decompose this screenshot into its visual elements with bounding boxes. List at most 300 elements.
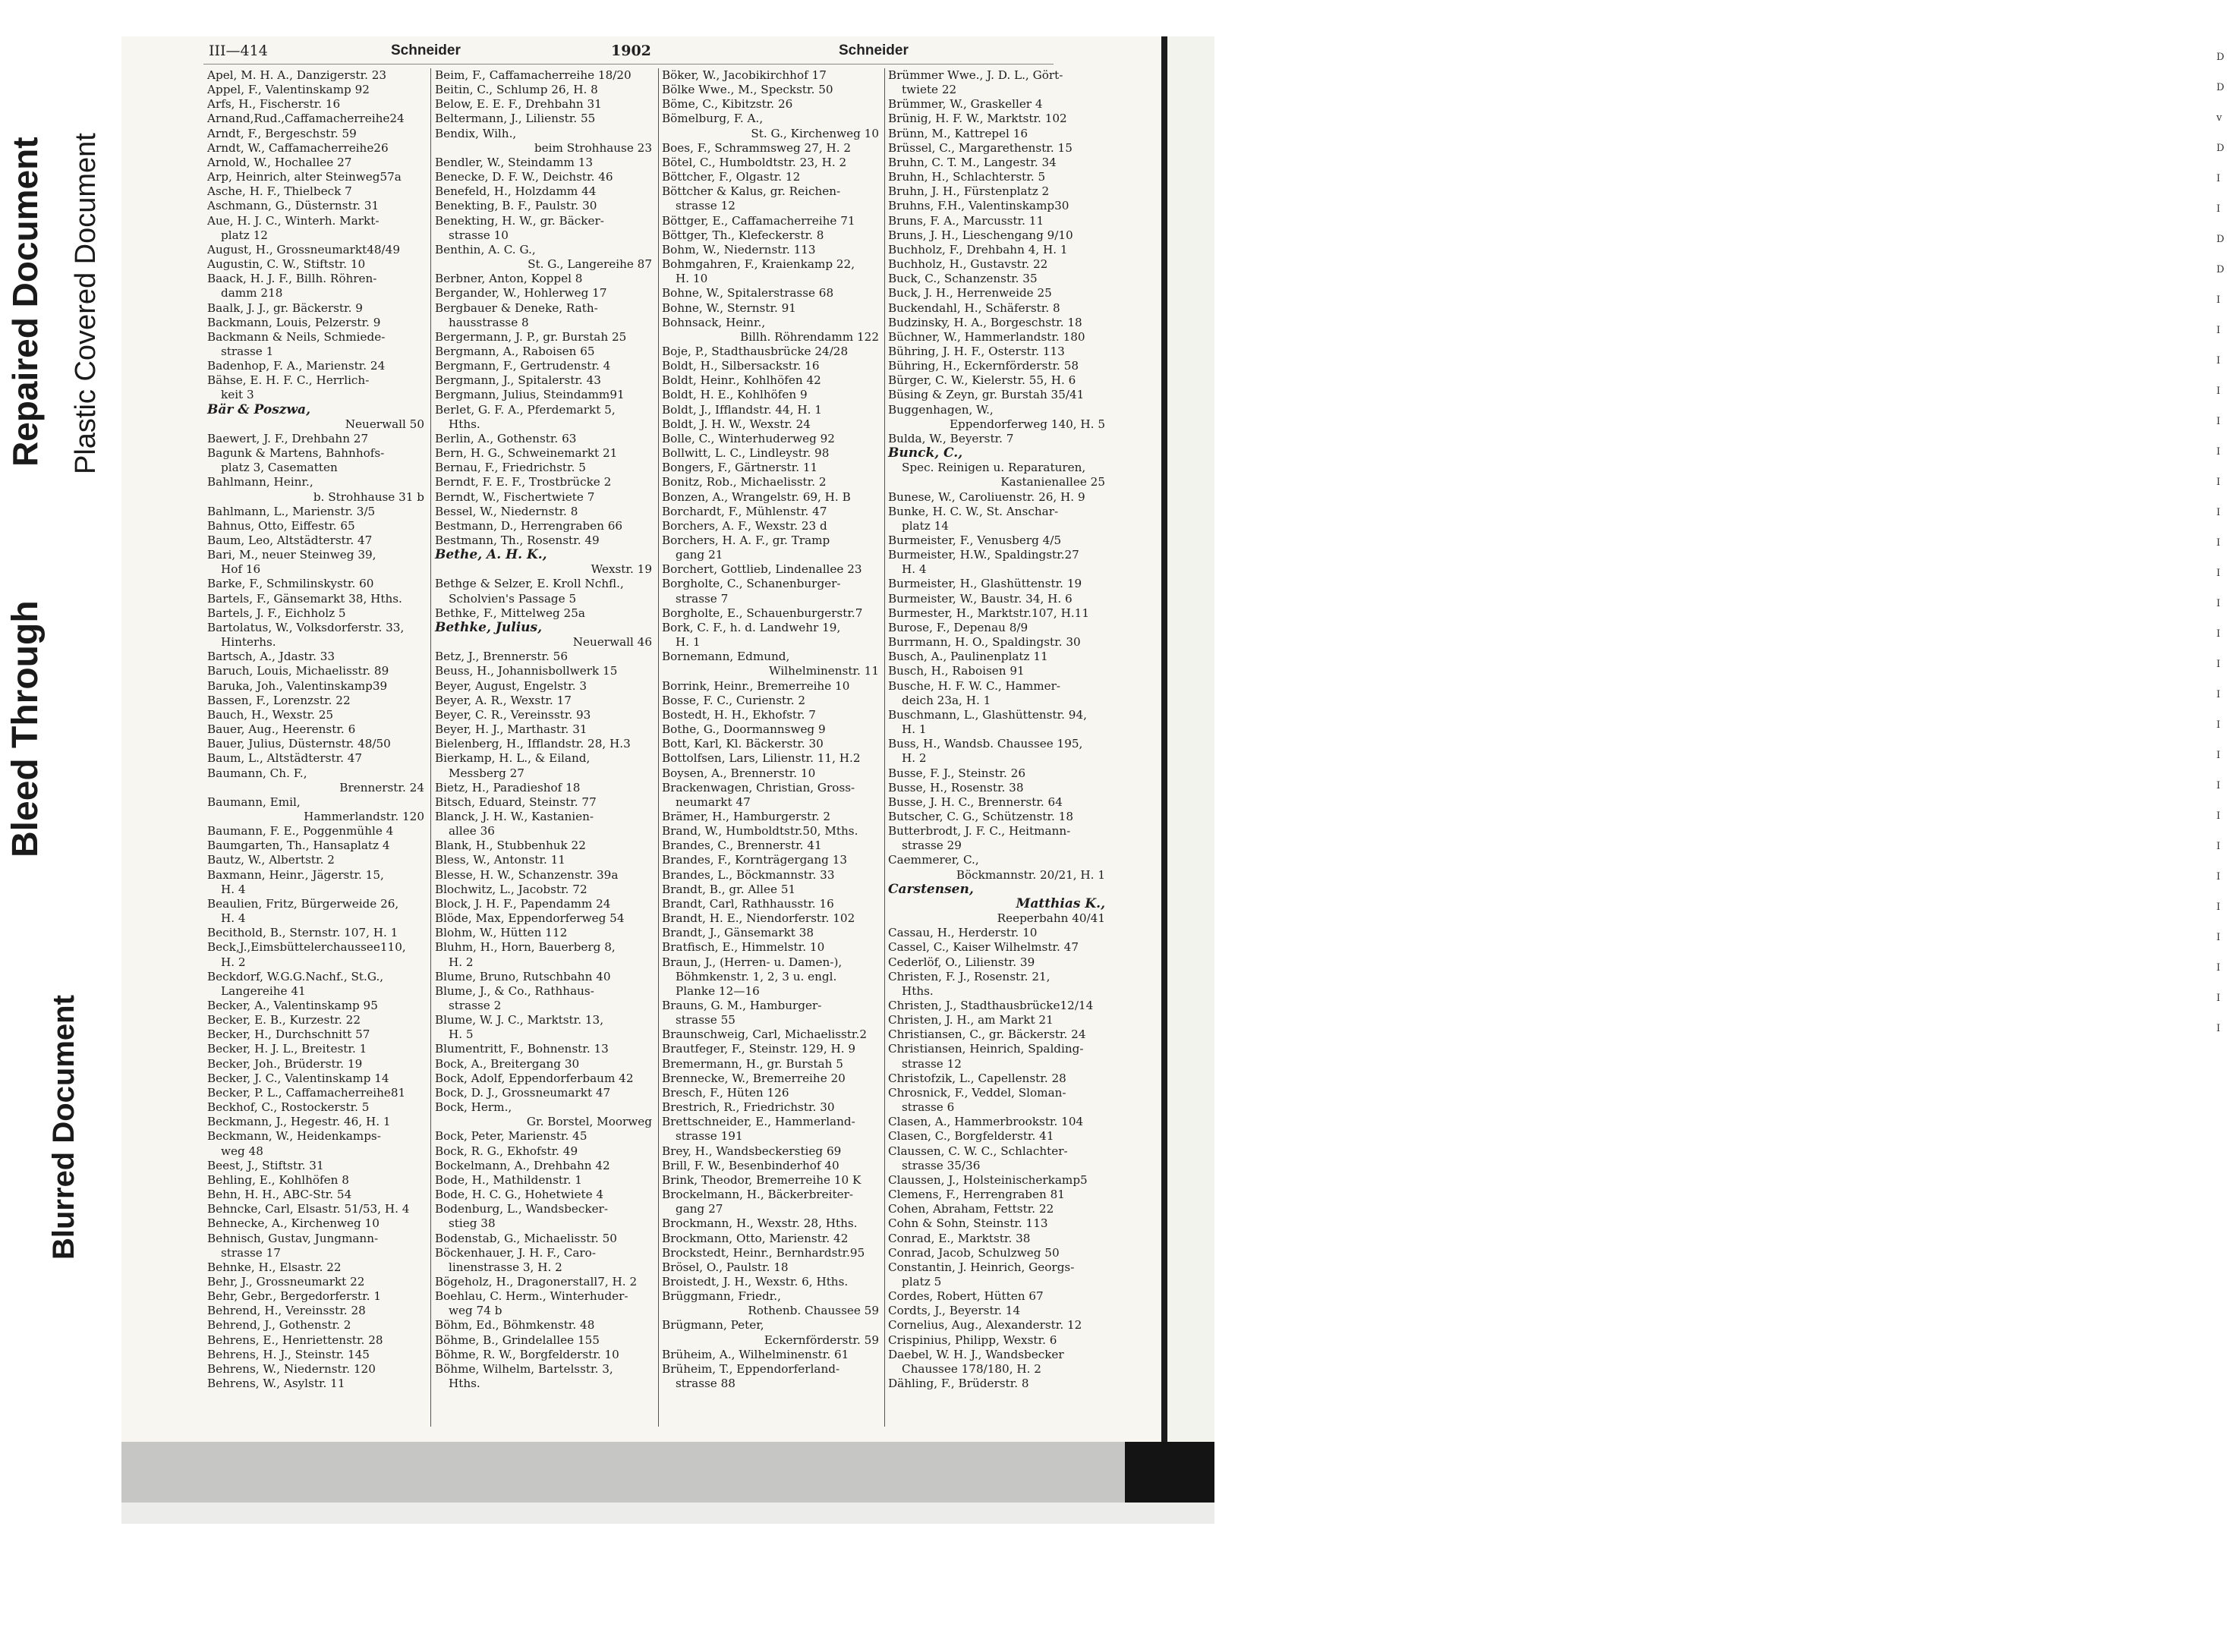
entry-line: strasse 12 xyxy=(676,199,736,213)
entry-line: Beltermann, J., Lilienstr. 55 xyxy=(435,112,596,126)
entry-line: Christen, J. H., am Markt 21 xyxy=(888,1013,1054,1027)
entry-line: Appel, F., Valentinskamp 92 xyxy=(207,83,370,97)
entry-line: Eppendorferweg 140, H. 5 xyxy=(949,417,1105,431)
edge-letter: I xyxy=(2216,750,2221,761)
header-right-name: Schneider xyxy=(839,42,909,58)
entry-line: Brämer, H., Hamburgerstr. 2 xyxy=(662,809,831,823)
entry-line: Bär & Poszwa, xyxy=(207,401,310,417)
entry-line: Bohne, W., Sternstr. 91 xyxy=(662,301,796,315)
entry-line: Bömelburg, F. A., xyxy=(662,112,764,126)
entry-line: strasse 35/36 xyxy=(902,1158,981,1172)
entry-line: Christiansen, Heinrich, Spalding- xyxy=(888,1042,1084,1056)
entry-line: Buggenhagen, W., xyxy=(888,402,994,417)
entry-line: St. G., Kirchenweg 10 xyxy=(751,126,879,140)
entry-line: Bott, Karl, Kl. Bäckerstr. 30 xyxy=(662,737,824,751)
header-year: 1902 xyxy=(611,42,651,59)
entry-line: Brink, Theodor, Bremerreihe 10 K xyxy=(662,1172,862,1187)
entry-line: Bergermann, J. P., gr. Burstah 25 xyxy=(435,329,627,344)
entry-line: August, H., Grossneumarkt48/49 xyxy=(207,242,400,256)
entry-line: Bock, Adolf, Eppendorferbaum 42 xyxy=(435,1071,634,1085)
entry-line: Beyer, C. R., Vereinsstr. 93 xyxy=(435,707,591,722)
entry-line: Bode, H., Mathildenstr. 1 xyxy=(435,1172,582,1187)
entry-line: Behnecke, A., Kirchenweg 10 xyxy=(207,1216,380,1231)
entry-line: Benefeld, H., Holzdamm 44 xyxy=(435,184,597,199)
label-blurred-document: Blurred Document xyxy=(47,995,80,1260)
entry-line: Clasen, C., Borgfelderstr. 41 xyxy=(888,1129,1054,1144)
entry-line: Chaussee 178/180, H. 2 xyxy=(902,1361,1041,1376)
entry-line: Böhmkenstr. 1, 2, 3 u. engl. xyxy=(676,969,837,983)
entry-line: Bohm, W., Niedernstr. 113 xyxy=(662,242,816,256)
entry-line: Below, E. E. F., Drehbahn 31 xyxy=(435,97,602,112)
entry-line: Cordes, Robert, Hütten 67 xyxy=(888,1289,1044,1304)
entry-line: Hths. xyxy=(902,983,934,998)
entry-line: Brand, W., Humboldtstr.50, Mths. xyxy=(662,824,858,839)
entry-line: Baruch, Louis, Michaelisstr. 89 xyxy=(207,664,389,678)
entry-line: Böhme, Wilhelm, Bartelsstr. 3, xyxy=(435,1361,613,1376)
header-rule xyxy=(203,64,1054,65)
entry-line: Backmann & Neils, Schmiede- xyxy=(207,329,386,344)
entry-line: Aschmann, G., Düsternstr. 31 xyxy=(207,199,380,213)
entry-line: Brockmann, Otto, Marienstr. 42 xyxy=(662,1231,849,1245)
entry-line: Bork, C. F., h. d. Landwehr 19, xyxy=(662,620,841,634)
entry-line: allee 36 xyxy=(449,824,495,839)
entry-line: gang 21 xyxy=(676,548,723,562)
entry-line: Bottolfsen, Lars, Lilienstr. 11, H.2 xyxy=(662,751,861,766)
edge-letter: v xyxy=(2216,112,2222,124)
entry-line: Bühring, H., Eckernförderstr. 58 xyxy=(888,359,1079,373)
entry-line: Buchholz, F., Drehbahn 4, H. 1 xyxy=(888,242,1068,256)
entry-line: Bauer, Aug., Heerenstr. 6 xyxy=(207,722,356,737)
entry-line: H. 2 xyxy=(221,955,246,969)
edge-letter: I xyxy=(2216,962,2221,974)
entry-line: Behling, E., Kohlhöfen 8 xyxy=(207,1172,349,1187)
edge-letter: I xyxy=(2216,659,2221,670)
edge-letter: I xyxy=(2216,507,2221,518)
entry-line: Boldt, Heinr., Kohlhöfen 42 xyxy=(662,373,821,388)
entry-line: Bolle, C., Winterhuderweg 92 xyxy=(662,431,835,445)
entry-line: Bagunk & Martens, Bahnhofs- xyxy=(207,446,385,461)
entry-line: gang 27 xyxy=(676,1202,723,1216)
entry-line: Bless, W., Antonstr. 11 xyxy=(435,853,565,867)
entry-line: Behr, Gebr., Bergedorferstr. 1 xyxy=(207,1289,382,1304)
entry-line: strasse 10 xyxy=(449,228,509,242)
entry-line: b. Strohhause 31 b xyxy=(313,489,424,504)
entry-line: Behrend, J., Gothenstr. 2 xyxy=(207,1318,351,1333)
entry-line: Boysen, A., Brennerstr. 10 xyxy=(662,766,816,780)
edge-letter: I xyxy=(2216,294,2221,306)
entry-line: Boldt, J. H. W., Wexstr. 24 xyxy=(662,417,811,431)
entry-line: Böttcher, F., Olgastr. 12 xyxy=(662,170,801,184)
entry-line: H. 5 xyxy=(449,1027,474,1042)
entry-line: Butterbrodt, J. F. C., Heitmann- xyxy=(888,824,1071,839)
entry-line: Bruns, F. A., Marcusstr. 11 xyxy=(888,213,1044,228)
entry-line: Bassen, F., Lorenzstr. 22 xyxy=(207,693,351,707)
entry-line: Berndt, F. E. F., Trostbrücke 2 xyxy=(435,475,612,489)
entry-line: Baalk, J. J., gr. Bäckerstr. 9 xyxy=(207,301,363,315)
entry-line: Christen, J., Stadthausbrücke12/14 xyxy=(888,999,1094,1012)
entry-line: Arnand,Rud.,Caffamacherreihe24 xyxy=(207,112,405,126)
edge-letter: I xyxy=(2216,537,2221,549)
entry-line: Behn, H. H., ABC-Str. 54 xyxy=(207,1188,352,1202)
entry-line: Bluhm, H., Horn, Bauerberg 8, xyxy=(435,940,616,955)
edge-letter: D xyxy=(2216,143,2225,154)
entry-line: Bergbauer & Deneke, Rath- xyxy=(435,301,598,315)
entry-line: weg 48 xyxy=(221,1144,263,1158)
scanned-page xyxy=(121,36,2225,1524)
entry-line: Hths. xyxy=(449,1377,480,1391)
entry-line: Boldt, J., Ifflandstr. 44, H. 1 xyxy=(662,402,822,417)
edge-letter: D xyxy=(2216,264,2225,275)
entry-line: Bierkamp, H. L., & Eiland, xyxy=(435,751,591,766)
entry-line: Beyer, August, Engelstr. 3 xyxy=(435,678,587,693)
entry-line: Brennecke, W., Bremerreihe 20 xyxy=(662,1071,846,1085)
entry-line: H. 4 xyxy=(221,882,246,896)
entry-line: stieg 38 xyxy=(449,1216,496,1231)
entry-line: Betz, J., Brennerstr. 56 xyxy=(435,650,568,664)
entry-line: Brettschneider, E., Hammerland- xyxy=(662,1115,855,1129)
entry-line: H. 4 xyxy=(221,911,246,926)
entry-line: Baruka, Joh., Valentinskamp39 xyxy=(207,678,388,693)
entry-line: Hof 16 xyxy=(221,562,261,577)
entry-line: St. G., Langereihe 87 xyxy=(528,257,652,272)
entry-line: Boje, P., Stadthausbrücke 24/28 xyxy=(662,344,849,358)
entry-line: Hammerlandstr. 120 xyxy=(304,809,424,823)
entry-line: weg 74 b xyxy=(449,1304,502,1318)
entry-line: H. 10 xyxy=(676,272,708,286)
entry-line: Bruns, J. H., Lieschengang 9/10 xyxy=(888,228,1073,242)
entry-line: Boes, F., Schrammsweg 27, H. 2 xyxy=(662,140,852,155)
entry-line: Becker, H. J. L., Breitestr. 1 xyxy=(207,1042,367,1056)
entry-line: Crispinius, Philipp, Wexstr. 6 xyxy=(888,1333,1057,1347)
entry-line: Brandt, B., gr. Allee 51 xyxy=(662,882,796,896)
entry-line: Brümmer Wwe., J. D. L., Gört- xyxy=(888,68,1063,82)
entry-line: Baumann, Ch. F., xyxy=(207,766,307,780)
entry-line: Brennerstr. 24 xyxy=(339,780,424,795)
entry-line: Christen, F. J., Rosenstr. 21, xyxy=(888,969,1051,983)
entry-line: twiete 22 xyxy=(902,83,957,97)
entry-line: Bode, H. C. G., Hohetwiete 4 xyxy=(435,1188,604,1202)
entry-line: Bahlmann, L., Marienstr. 3/5 xyxy=(207,504,376,518)
entry-line: Bahnus, Otto, Eiffestr. 65 xyxy=(207,518,355,533)
entry-line: Büchner, W., Hammerlandstr. 180 xyxy=(888,329,1085,344)
entry-line: Beaulien, Fritz, Bürgerweide 26, xyxy=(207,896,399,911)
entry-line: Claussen, C. W. C., Schlachter- xyxy=(888,1144,1068,1158)
entry-line: Arndt, W., Caffamacherreihe26 xyxy=(207,140,389,155)
entry-line: Bielenberg, H., Ifflandstr. 28, H.3 xyxy=(435,737,631,751)
entry-line: Bartels, F., Gänsemarkt 38, Hths. xyxy=(207,591,402,606)
entry-line: Brackenwagen, Christian, Gross- xyxy=(662,780,855,795)
entry-line: strasse 12 xyxy=(902,1056,962,1071)
entry-line: damm 218 xyxy=(221,286,283,301)
entry-line: Blume, J., & Co., Rathhaus- xyxy=(435,983,594,998)
entry-line: Bethke, F., Mittelweg 25a xyxy=(435,606,585,620)
entry-line: Burose, F., Depenau 8/9 xyxy=(888,620,1028,634)
entry-line: Behnisch, Gustav, Jungmann- xyxy=(207,1231,379,1245)
entry-line: Bremermann, H., gr. Burstah 5 xyxy=(662,1056,843,1071)
edge-letter: I xyxy=(2216,203,2221,215)
entry-line: Planke 12—16 xyxy=(676,983,760,998)
entry-line: Bodenstab, G., Michaelisstr. 50 xyxy=(435,1231,617,1245)
entry-line: Bongers, F., Gärtnerstr. 11 xyxy=(662,461,818,475)
entry-line: Bietz, H., Paradieshof 18 xyxy=(435,780,581,795)
entry-line: Brey, H., Wandsbeckerstieg 69 xyxy=(662,1144,842,1158)
edge-letter: I xyxy=(2216,568,2221,579)
entry-line: Bollwitt, L. C., Lindleystr. 98 xyxy=(662,446,830,461)
entry-line: Brünig, H. F. W., Marktstr. 102 xyxy=(888,112,1067,126)
directory-column-3 xyxy=(662,68,882,1391)
entry-line: Bauer, Julius, Düsternstr. 48/50 xyxy=(207,737,391,751)
entry-line: Borchardt, F., Mühlenstr. 47 xyxy=(662,504,827,518)
entry-line: Brandt, H. E., Niendorferstr. 102 xyxy=(662,911,855,926)
entry-line: Bergander, W., Hohlerweg 17 xyxy=(435,286,607,301)
entry-line: Bruhn, C. T. M., Langestr. 34 xyxy=(888,155,1057,169)
entry-line: platz 14 xyxy=(902,518,949,533)
entry-line: Cohn & Sohn, Steinstr. 113 xyxy=(888,1216,1048,1231)
entry-line: Böhme, R. W., Borgfelderstr. 10 xyxy=(435,1347,619,1361)
entry-line: Cassel, C., Kaiser Wilhelmstr. 47 xyxy=(888,940,1079,955)
entry-line: Behrens, E., Henriettenstr. 28 xyxy=(207,1333,383,1347)
entry-line: Brockstedt, Heinr., Bernhardstr.95 xyxy=(662,1245,865,1260)
entry-line: Blohm, W., Hütten 112 xyxy=(435,926,568,940)
entry-line: Block, J. H. F., Papendamm 24 xyxy=(435,896,611,911)
entry-line: Kastanienallee 25 xyxy=(1000,475,1105,489)
entry-line: Becker, A., Valentinskamp 95 xyxy=(207,999,378,1012)
entry-line: Broistedt, J. H., Wexstr. 6, Hths. xyxy=(662,1274,849,1289)
entry-line: Beyer, H. J., Marthastr. 31 xyxy=(435,722,587,737)
entry-line: Bohne, W., Spitalerstrasse 68 xyxy=(662,286,834,301)
entry-line: Buchholz, H., Gustavstr. 22 xyxy=(888,257,1048,272)
entry-line: Bethke, Julius, xyxy=(435,619,542,635)
entry-line: Bock, Peter, Marienstr. 45 xyxy=(435,1129,587,1144)
entry-line: Busse, H., Rosenstr. 38 xyxy=(888,780,1024,795)
entry-line: Bethe, A. H. K., xyxy=(435,547,547,563)
entry-line: Berlin, A., Gothenstr. 63 xyxy=(435,431,577,445)
entry-line: Brandes, C., Brennerstr. 41 xyxy=(662,839,822,853)
edge-letter: D xyxy=(2216,234,2225,245)
entry-line: Bestmann, Th., Rosenstr. 49 xyxy=(435,533,600,547)
entry-line: Baumann, Emil, xyxy=(207,795,301,809)
edge-letter: I xyxy=(2216,780,2221,791)
entry-line: Buckendahl, H., Schäferstr. 8 xyxy=(888,301,1060,315)
entry-line: H. 2 xyxy=(902,751,927,766)
entry-line: Busse, J. H. C., Brennerstr. 64 xyxy=(888,795,1063,809)
entry-line: Bölke Wwe., M., Speckstr. 50 xyxy=(662,83,833,97)
annotation-labels xyxy=(0,0,121,1518)
entry-line: Bock, R. G., Ekhofstr. 49 xyxy=(435,1144,578,1158)
entry-line: Bergmann, J., Spitalerstr. 43 xyxy=(435,373,601,388)
entry-line: strasse 88 xyxy=(676,1377,736,1391)
edge-letter: I xyxy=(2216,355,2221,367)
scan-bottom-band xyxy=(121,1442,1214,1503)
entry-line: Bock, D. J., Grossneumarkt 47 xyxy=(435,1085,611,1100)
entry-line: Brüggmann, Friedr., xyxy=(662,1289,781,1304)
scan-bottom-block xyxy=(1125,1442,1214,1503)
entry-line: Daebel, W. H. J., Wandsbecker xyxy=(888,1347,1064,1361)
page-edge-shadow xyxy=(1161,36,1167,1442)
entry-line: Bodenburg, L., Wandsbecker- xyxy=(435,1202,608,1216)
entry-line: Apel, M. H. A., Danzigerstr. 23 xyxy=(207,68,387,82)
edge-letter: I xyxy=(2216,719,2221,731)
entry-line: Brockelmann, H., Bäckerbreiter- xyxy=(662,1188,854,1202)
edge-letter: I xyxy=(2216,810,2221,822)
entry-line: Hths. xyxy=(449,417,480,431)
entry-line: Behrens, W., Asylstr. 11 xyxy=(207,1377,345,1391)
entry-line: linenstrasse 3, H. 2 xyxy=(449,1260,562,1274)
entry-line: Scholvien's Passage 5 xyxy=(449,591,577,606)
entry-line: Brandt, Carl, Rathhausstr. 16 xyxy=(662,896,834,911)
entry-line: H. 4 xyxy=(902,562,927,577)
entry-line: Barke, F., Schmilinskystr. 60 xyxy=(207,577,374,591)
column-divider xyxy=(658,68,659,1427)
entry-line: Beuss, H., Johannisbollwerk 15 xyxy=(435,664,618,678)
entry-line: strasse 55 xyxy=(676,1013,736,1027)
entry-line: Beest, J., Stiftstr. 31 xyxy=(207,1158,324,1172)
entry-line: Bartsch, A., Jdastr. 33 xyxy=(207,650,335,664)
entry-line: Blochwitz, L., Jacobstr. 72 xyxy=(435,882,587,896)
entry-line: hausstrasse 8 xyxy=(449,315,529,329)
entry-line: Becker, E. B., Kurzestr. 22 xyxy=(207,1013,361,1027)
label-repaired-document: Repaired Document xyxy=(5,137,45,467)
entry-line: Constantin, J. Heinrich, Georgs- xyxy=(888,1260,1075,1274)
entry-line: Arfs, H., Fischerstr. 16 xyxy=(207,97,341,112)
entry-line: Beitin, C., Schlump 26, H. 8 xyxy=(435,83,598,97)
entry-line: Berlet, G. F. A., Pferdemarkt 5, xyxy=(435,402,616,417)
entry-line: Christofzik, L., Capellenstr. 28 xyxy=(888,1071,1066,1085)
entry-line: Claussen, J., Holsteinischerkamp5 xyxy=(888,1172,1088,1187)
entry-line: Böckmannstr. 20/21, H. 1 xyxy=(956,867,1105,882)
entry-line: Becker, P. L., Caffamacherreihe81 xyxy=(207,1085,406,1100)
entry-line: beim Strohhause 23 xyxy=(534,140,652,155)
entry-line: Bruhn, J. H., Fürstenplatz 2 xyxy=(888,184,1050,199)
entry-line: Bauch, H., Wexstr. 25 xyxy=(207,707,334,722)
entry-line: Brautfeger, F., Steinstr. 129, H. 9 xyxy=(662,1042,856,1056)
entry-line: Blöde, Max, Eppendorferweg 54 xyxy=(435,911,625,926)
entry-line: Bunck, C., xyxy=(888,445,963,461)
entry-line: Brügmann, Peter, xyxy=(662,1318,764,1333)
entry-line: Bonzen, A., Wrangelstr. 69, H. B xyxy=(662,489,851,504)
entry-line: strasse 2 xyxy=(449,999,502,1012)
edge-letter: I xyxy=(2216,871,2221,883)
entry-line: Cornelius, Aug., Alexanderstr. 12 xyxy=(888,1318,1082,1333)
entry-line: deich 23a, H. 1 xyxy=(902,693,991,707)
entry-line: Badenhop, F. A., Marienstr. 24 xyxy=(207,359,386,373)
entry-line: Buschmann, L., Glashüttenstr. 94, xyxy=(888,707,1087,722)
entry-line: Bockelmann, A., Drehbahn 42 xyxy=(435,1158,610,1172)
entry-line: Benekting, B. F., Paulstr. 30 xyxy=(435,199,597,213)
entry-line: Boehlau, C. Herm., Winterhuder- xyxy=(435,1289,628,1304)
label-plastic-covered-document: Plastic Covered Document xyxy=(70,133,102,474)
entry-line: Eckernförderstr. 59 xyxy=(764,1333,879,1347)
entry-line: Busch, H., Raboisen 91 xyxy=(888,664,1025,678)
entry-line: Brüssel, C., Margarethenstr. 15 xyxy=(888,140,1073,155)
directory-column-4 xyxy=(888,68,1108,1391)
entry-line: Brandes, F., Kornträgergang 13 xyxy=(662,853,848,867)
entry-line: Neuerwall 50 xyxy=(345,417,424,431)
entry-line: Bratfisch, E., Himmelstr. 10 xyxy=(662,940,825,955)
entry-line: Blume, Bruno, Rutschbahn 40 xyxy=(435,969,611,983)
entry-line: Bessel, W., Niedernstr. 8 xyxy=(435,504,578,518)
entry-line: Hinterhs. xyxy=(221,635,276,650)
entry-line: Burmeister, H., Glashüttenstr. 19 xyxy=(888,577,1082,591)
entry-line: Reeperbahn 40/41 xyxy=(997,911,1105,926)
entry-line: Burmeister, F., Venusberg 4/5 xyxy=(888,533,1062,547)
entry-line: Busch, A., Paulinenplatz 11 xyxy=(888,650,1048,664)
entry-line: Becker, Joh., Brüderstr. 19 xyxy=(207,1056,363,1071)
entry-line: strasse 29 xyxy=(902,839,962,853)
entry-line: Brockmann, H., Wexstr. 28, Hths. xyxy=(662,1216,858,1231)
directory-column-1 xyxy=(207,68,427,1391)
entry-line: Bernau, F., Friedrichstr. 5 xyxy=(435,461,586,475)
entry-line: Backmann, Louis, Pelzerstr. 9 xyxy=(207,315,381,329)
entry-line: Benekting, H. W., gr. Bäcker- xyxy=(435,213,604,228)
entry-line: Conrad, E., Marktstr. 38 xyxy=(888,1231,1031,1245)
entry-line: Beck,J.,Eimsbüttelerchaussee110, xyxy=(207,940,406,955)
entry-line: Bergmann, F., Gertrudenstr. 4 xyxy=(435,359,611,373)
entry-line: Bendix, Wilh., xyxy=(435,126,517,140)
entry-line: Bohnsack, Heinr., xyxy=(662,315,766,329)
entry-line: Borchers, H. A. F., gr. Tramp xyxy=(662,533,830,547)
entry-line: Braunschweig, Carl, Michaelisstr.2 xyxy=(662,1027,868,1042)
entry-line: Busche, H. F. W. C., Hammer- xyxy=(888,678,1061,693)
entry-line: Bunke, H. C. W., St. Anschar- xyxy=(888,504,1059,518)
entry-line: Bautz, W., Albertstr. 2 xyxy=(207,853,335,867)
entry-line: Becker, J. C., Valentinskamp 14 xyxy=(207,1071,389,1085)
entry-line: platz 3, Casematten xyxy=(221,461,338,475)
entry-line: Buck, C., Schanzenstr. 35 xyxy=(888,272,1038,286)
entry-line: Borgholte, C., Schanenburger- xyxy=(662,577,841,591)
edge-letter: I xyxy=(2216,1023,2221,1034)
entry-line: Brüheim, T., Eppendorferland- xyxy=(662,1361,840,1376)
entry-line: Rothenb. Chaussee 59 xyxy=(748,1304,879,1318)
entry-line: Buss, H., Wandsb. Chaussee 195, xyxy=(888,737,1083,751)
entry-line: Beim, F., Caffamacherreihe 18/20 xyxy=(435,68,632,82)
edge-letter: I xyxy=(2216,477,2221,488)
entry-line: Blesse, H. W., Schanzenstr. 39a xyxy=(435,867,619,882)
entry-line: keit 3 xyxy=(221,388,254,402)
entry-line: Böme, C., Kibitzstr. 26 xyxy=(662,97,793,112)
entry-line: Bergmann, A., Raboisen 65 xyxy=(435,344,595,358)
entry-line: Brösel, O., Paulstr. 18 xyxy=(662,1260,789,1274)
entry-line: neumarkt 47 xyxy=(676,795,751,809)
edge-letter: D xyxy=(2216,82,2225,93)
entry-line: Bahlmann, Heinr., xyxy=(207,475,313,489)
entry-line: Bergmann, Julius, Steindamm91 xyxy=(435,388,625,402)
entry-line: Langereihe 41 xyxy=(221,983,306,998)
edge-letter: I xyxy=(2216,325,2221,336)
entry-line: Behnke, H., Elsastr. 22 xyxy=(207,1260,342,1274)
entry-line: Bari, M., neuer Steinweg 39, xyxy=(207,548,376,562)
entry-line: Billh. Röhrendamm 122 xyxy=(740,329,879,344)
edge-letter: I xyxy=(2216,446,2221,458)
edge-letter: D xyxy=(2216,52,2225,63)
edge-letter: I xyxy=(2216,628,2221,640)
edge-letter: I xyxy=(2216,689,2221,700)
column-divider xyxy=(884,68,885,1427)
entry-line: Baack, H. J. F., Billh. Röhren- xyxy=(207,272,377,286)
entry-line: Brestrich, R., Friedrichstr. 30 xyxy=(662,1100,835,1115)
entry-line: Borrink, Heinr., Bremerreihe 10 xyxy=(662,678,850,693)
entry-line: strasse 17 xyxy=(221,1245,281,1260)
entry-line: strasse 1 xyxy=(221,344,274,358)
entry-line: Baum, L., Altstädterstr. 47 xyxy=(207,751,363,766)
entry-line: Brauns, G. M., Hamburger- xyxy=(662,999,822,1012)
entry-line: Blanck, J. H. W., Kastanien- xyxy=(435,809,594,823)
entry-line: Behncke, Carl, Elsastr. 51/53, H. 4 xyxy=(207,1202,410,1216)
entry-line: Christiansen, C., gr. Bäckerstr. 24 xyxy=(888,1027,1086,1042)
entry-line: Becithold, B., Sternstr. 107, H. 1 xyxy=(207,926,398,940)
header-left-name: Schneider xyxy=(391,42,461,58)
entry-line: Beckmann, J., Hegestr. 46, H. 1 xyxy=(207,1115,391,1129)
